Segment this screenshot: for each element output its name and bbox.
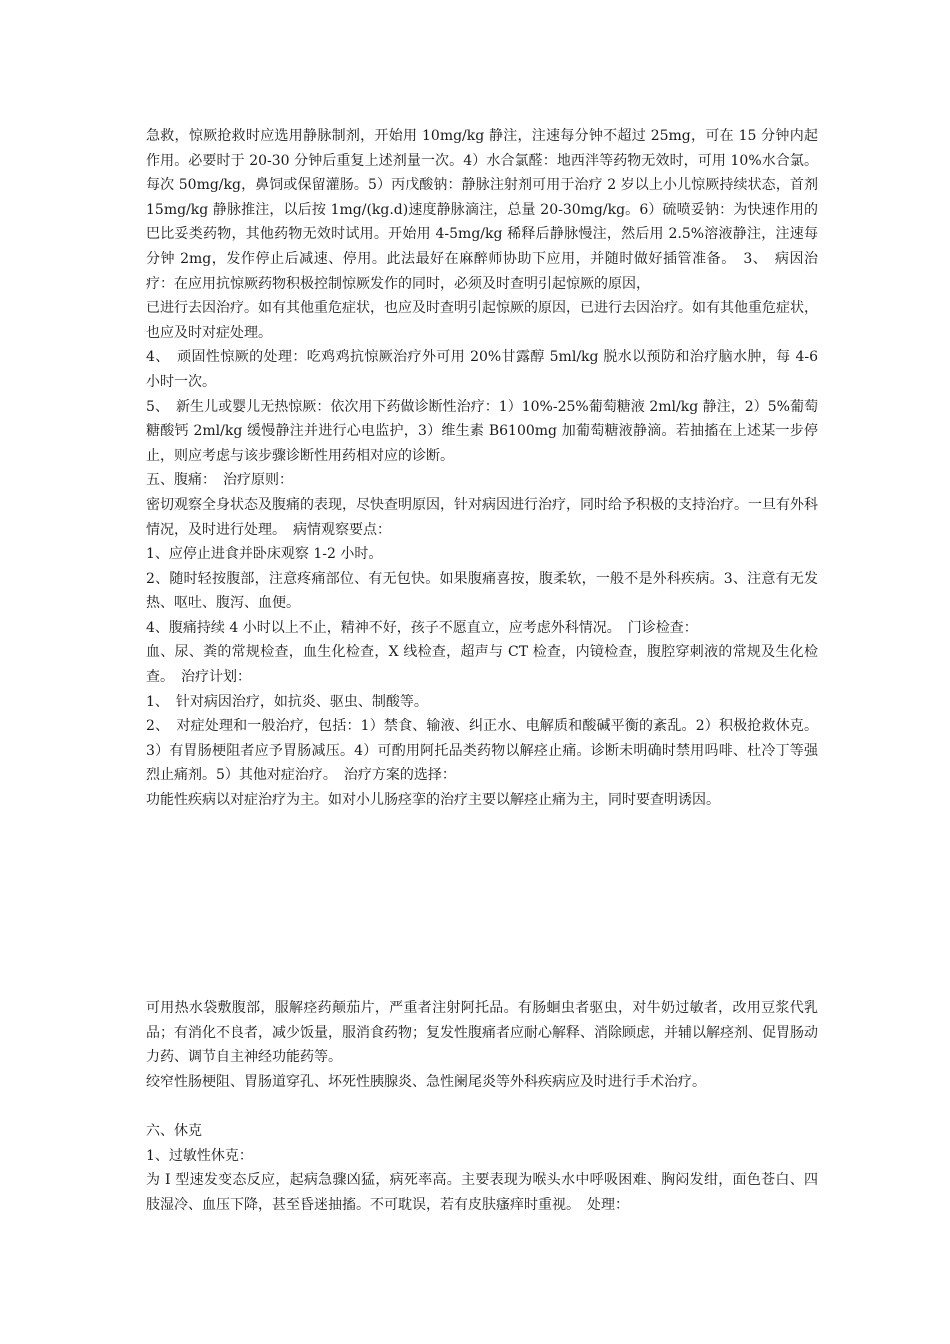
list-item-etiology-treatment: 1、 针对病因治疗，如抗炎、驱虫、制酸等。	[146, 693, 428, 710]
paragraph-clinic-exams: 血、尿、粪的常规检查，血生化检查，X 线检查，超声与 CT 检查，内镜检查，腹腔穿刺液的常规及生化检查。 治疗计划：	[146, 644, 818, 686]
blank-line	[146, 1094, 818, 1119]
heading-anaphylactic-shock: 1、过敏性休克：	[146, 1147, 253, 1164]
paragraph-observation-principles: 密切观察全身状态及腹痛的表现，尽快查明原因，针对病因进行治疗，同时给予积极的支持治疗。一旦有外科情况，及时进行处理。 病情观察要点：	[146, 496, 818, 538]
paragraph-neonatal-convulsion: 5、 新生儿或婴儿无热惊厥：依次用下药做诊断性治疗：1）10%-25%葡萄糖液 2ml/kg 静注，2）5%葡萄糖酸钙 2ml/kg 缓慢静注并进行心电监护，3）维生素 B6100mg 加葡萄糖液静滴。若抽搐在上述某一步停止，则应考虑与该步骤诊断性用药相对应的诊断。	[146, 398, 818, 464]
paragraph-surgical-cases: 绞窄性肠梗阻、胃肠道穿孔、坏死性胰腺炎、急性阑尾炎等外科疾病应及时进行手术治疗。	[146, 1073, 706, 1090]
heading-abdominal-pain: 五、腹痛： 治疗原则：	[146, 472, 293, 489]
text-block-lower	[146, 996, 818, 1217]
list-item-persistent-pain: 4、腹痛持续 4 小时以上不止，精神不好，孩子不愿直立，应考虑外科情况。 门诊检查：	[146, 619, 698, 636]
paragraph-home-care: 可用热水袋敷腹部，服解痉药颠茄片，严重者注射阿托品。有肠蛔虫者驱虫，对牛奶过敏者，改用豆浆代乳品；有消化不良者，减少饭量，服消食药物；复发性腹痛者应耐心解释、消除顾虑，并辅以解痉剂、促胃肠动力药、调节自主神经功能药等。	[146, 1000, 818, 1066]
paragraph-anaphylactic-description: 为 I 型速发变态反应，起病急骤凶猛，病死率高。主要表现为喉头水中呼吸困难、胸闷发绀，面色苍白、四肢湿冷、血压下降，甚至昏迷抽搐。不可耽误，若有皮肤瘙痒时重视。 处理：	[146, 1172, 818, 1213]
paragraph-anticonvulsant-drugs: 急救，惊厥抢救时应选用静脉制剂，开始用 10mg/kg 静注，注速每分钟不超过 25mg，可在 15 分钟内起作用。必要时于 20-30 分钟后重复上述剂量一次。4）水合氯醛：地西泮等药物无效时，可用 10%水合氯。每次 50mg/kg，鼻饲或保留灌肠。5）丙戊酸钠：静脉注射剂可用于治疗 2 岁以上小儿惊厥持续状态，首剂 15mg/kg 静脉推注，以后按 1mg/(kg.d)速度静脉滴注，总量 20-30mg/kg。6）硫喷妥钠：为快速作用的巴比妥类药物，其他药物无效时试用。开始用 4-5mg/kg 稀释后静脉慢注，然后用 2.5%溶液静注，注速每分钟 2mg，发作停止后减速、停用。此法最好在麻醉师协助下应用，并随时做好插管准备。 3、 病因治疗：在应用抗惊厥药物积极控制惊厥发作的同时，必须及时查明引起惊厥的原因，	[146, 128, 818, 292]
list-item-stop-eating: 1、应停止进食并卧床观察 1-2 小时。	[146, 546, 383, 563]
paragraph-refractory-convulsion: 4、 顽固性惊厥的处理：吃鸡鸡抗惊厥治疗外可用 20%甘露醇 5ml/kg 脱水以预防和治疗脑水肿，每 4-6 小时一次。	[146, 349, 818, 390]
list-item-palpation: 2、随时轻按腹部，注意疼痛部位、有无包快。如果腹痛喜按，腹柔软，一般不是外科疾病。3、注意有无发热、呕吐、腹泻、血便。	[146, 570, 818, 612]
paragraph-functional-disease: 功能性疾病以对症治疗为主。如对小儿肠痉挛的治疗主要以解痉止痛为主，同时要查明诱因。	[146, 792, 720, 809]
paragraph-etiology-treatment: 已进行去因治疗。如有其他重危症状，也应及时查明引起惊厥的原因，已进行去因治疗。如有其他重危症状，也应及时对症处理。	[146, 300, 818, 341]
heading-shock: 六、休克	[146, 1122, 202, 1139]
text-block-upper	[146, 124, 818, 813]
list-item-symptomatic-treatment: 2、 对症处理和一般治疗，包括：1）禁食、输液、纠正水、电解质和酸碱平衡的紊乱。2）积极抢救休克。3）有胃肠梗阻者应予胃肠减压。4）可酌用阿托品类药物以解痉止痛。诊断未明确时禁用吗啡、杜冷丁等强烈止痛剂。5）其他对症治疗。 治疗方案的选择：	[146, 718, 818, 784]
